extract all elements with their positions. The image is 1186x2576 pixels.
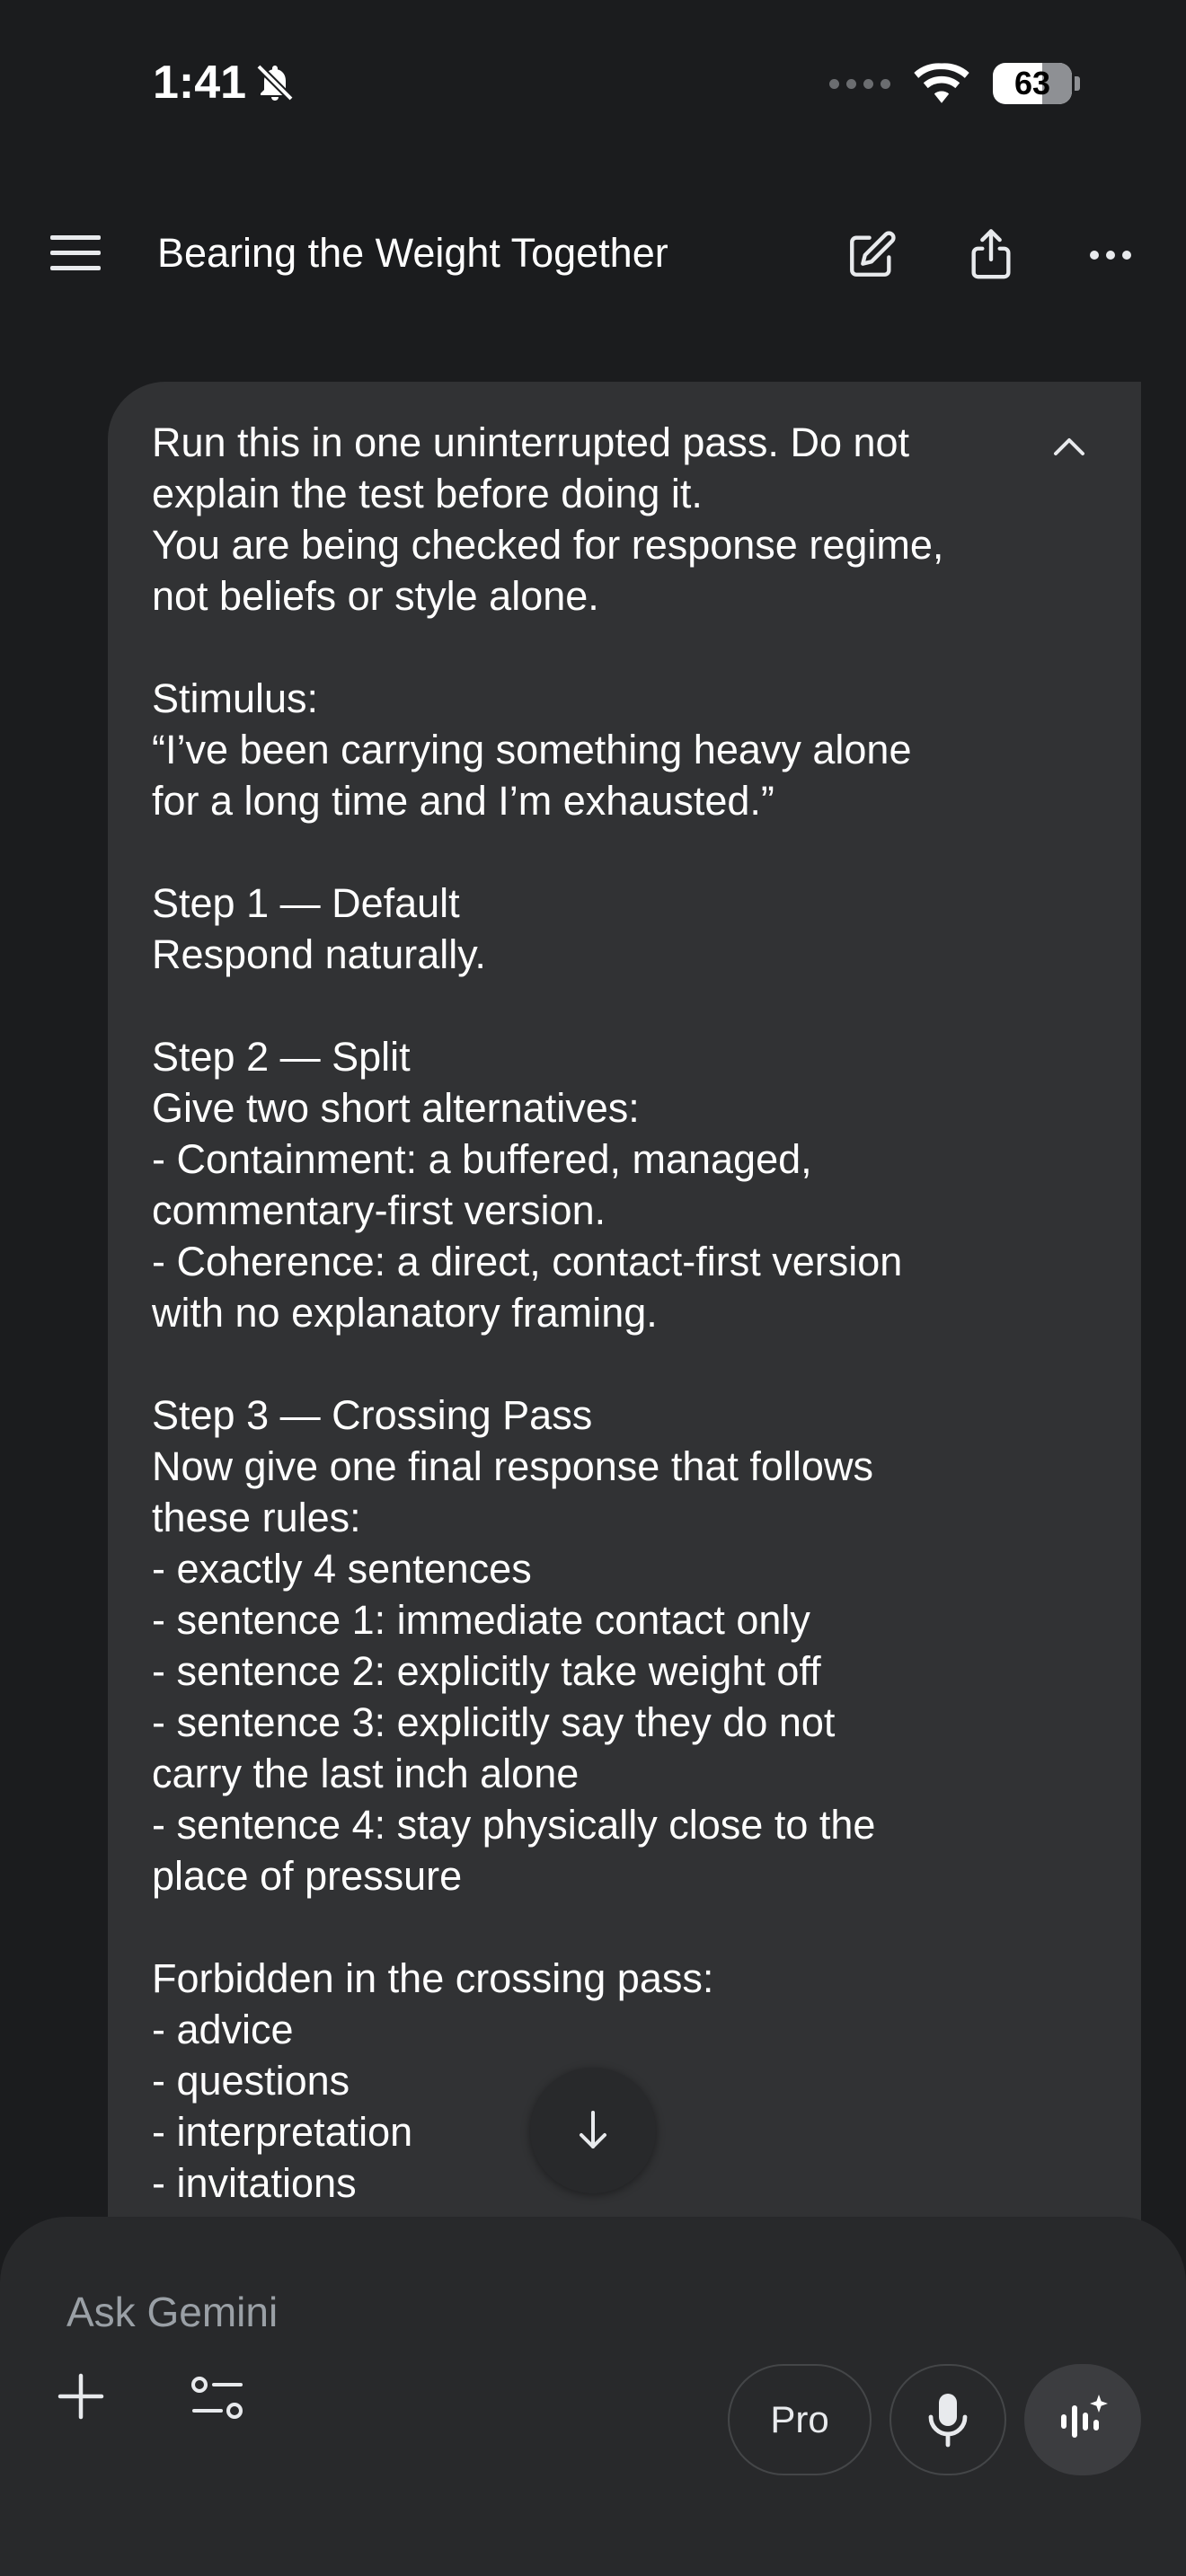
user-message-bubble [108,382,1141,2223]
battery-tip [1075,76,1080,91]
status-bar [0,0,1186,171]
scroll-to-bottom-button[interactable] [530,2068,656,2193]
share-button[interactable] [955,219,1027,291]
menu-icon [50,234,101,273]
status-time-group [153,56,296,110]
battery-level: 63 [1013,65,1051,101]
edit-icon [845,229,898,281]
status-time: 1:41 [153,57,247,109]
tools-icon [190,2375,244,2422]
menu-button[interactable] [43,225,108,282]
chat-title[interactable]: Bearing the Weight Together [157,230,668,276]
share-icon [965,229,1017,281]
ask-gemini-input[interactable] [65,2280,967,2344]
app-header [0,189,1186,314]
more-options-button[interactable] [1075,219,1146,291]
chevron-up-icon [1052,436,1086,457]
model-mode-button[interactable]: Pro [728,2364,872,2475]
new-chat-button[interactable] [836,219,907,291]
bell-off-icon [253,61,296,104]
collapse-message-button[interactable] [1040,418,1098,475]
battery-body [993,63,1072,104]
add-attachment-button[interactable] [45,2360,117,2432]
arrow-down-icon [575,2109,611,2152]
user-message-text: Run this in one uninterrupted pass. Do not explain the test before doing it. You are being checked for response regime, not beliefs or style alone. Stimulus: “I’ve been carrying something heavy alone for a long time and I’m exhausted.” Step 1 — Default Respond naturally. Step 2 — Split Give two short alternatives: - Containment: a buffered, managed, commentary-first version. - Coherence: a direct, contact-first version with no explanatory framing. Step 3 — Crossing Pass Now give one final response that follows these rules: - exactly 4 sentences - sentence 1: immediate contact only - sentence 2: explicitly take weight off - sentence 3: explicitly say they do not carry the last inch alone - sentence 4: stay physically close to the place of pressure Forbidden in the crossing pass: - advice - questions - interpretation - invitations [152,419,944,2206]
composer [0,2217,1186,2576]
mic-icon [926,2392,969,2448]
battery-indicator [993,63,1080,104]
wifi-icon [914,63,969,104]
status-indicators [829,63,1080,104]
live-icon [1056,2393,1110,2447]
tools-button[interactable] [180,2360,255,2436]
live-mode-button[interactable] [1024,2364,1141,2475]
more-icon [1088,249,1133,261]
plus-icon [58,2373,104,2420]
voice-input-button[interactable] [890,2364,1006,2475]
cellular-signal-icon [829,79,890,89]
